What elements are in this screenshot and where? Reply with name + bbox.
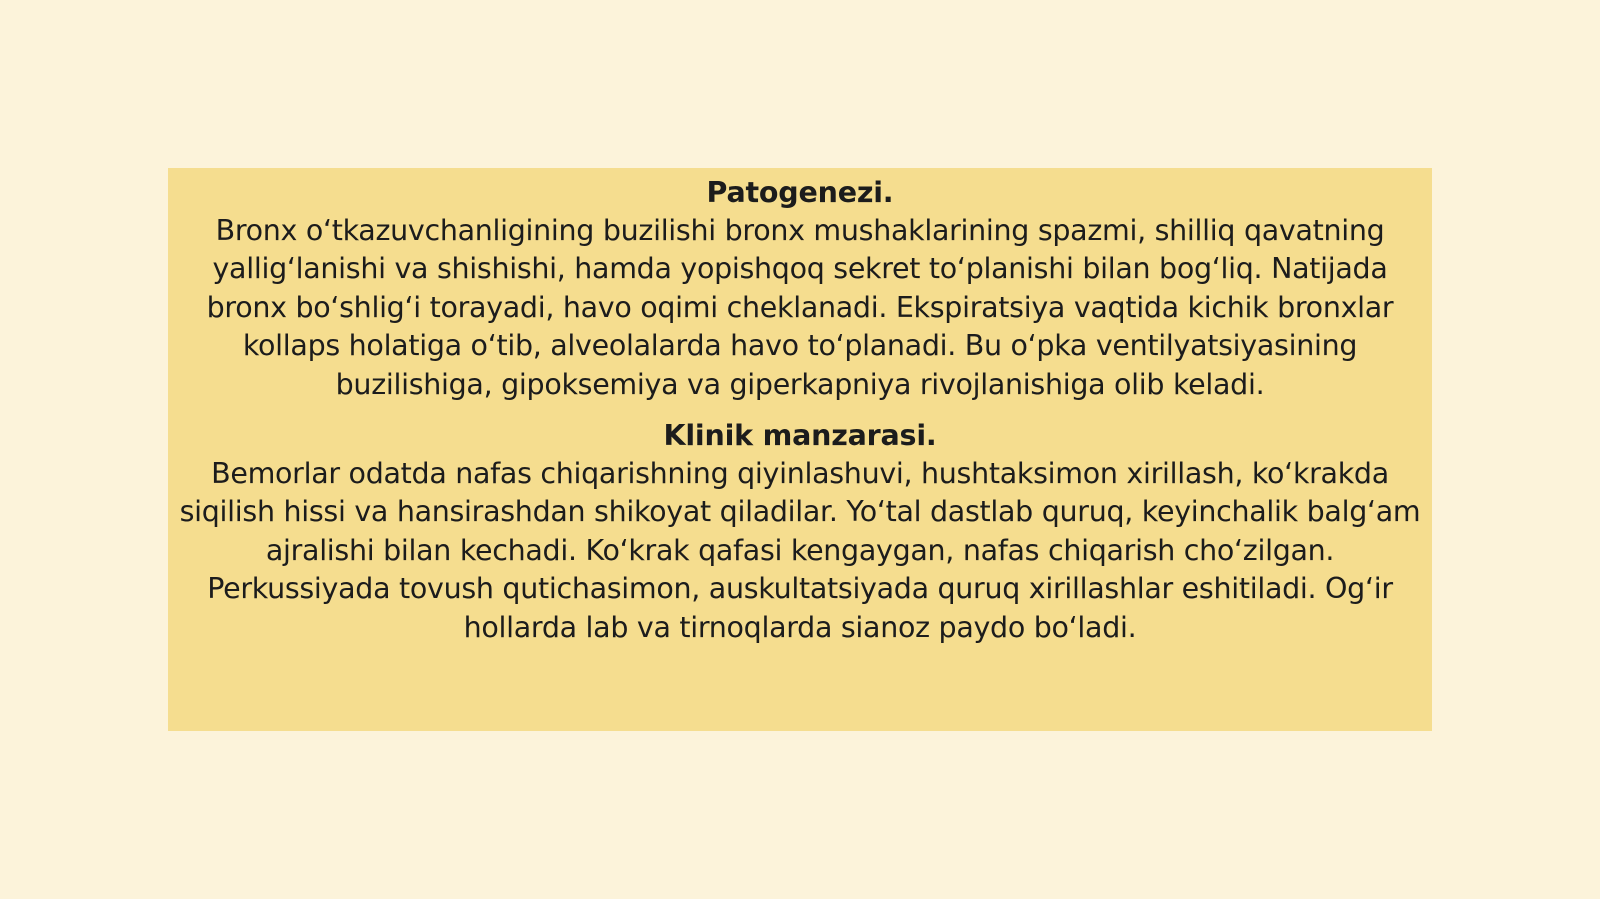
clinical-picture-text: Bemorlar odatda nafas chiqarishning qiyinlashuvi, hushtaksimon xirillash, ko‘krakda siqilish hissi va hansirashdan shikoyat qiladilar. Yo‘tal dastlab quruq, keyinchalik balg‘am ajralishi bilan kechadi. Ko‘krak qafasi kengaygan, nafas chiqarish cho‘zilgan. Perkussiyada tovush qutichasimon, auskultatsiyada quruq xirillashlar eshitiladi. Og‘ir hollarda lab va tirnoqlarda sianoz paydo bo‘ladi.: [179, 457, 1421, 644]
clinical-picture-heading: Klinik manzarasi.: [663, 419, 937, 453]
clinical-picture-section: [176, 417, 1424, 647]
pathogenesis-section: [176, 174, 1424, 404]
text-panel: [168, 168, 1432, 731]
pathogenesis-heading: Patogenezi.: [706, 176, 894, 209]
pathogenesis-text: Bronx o‘tkazuvchanligining buzilishi bronx mushaklarining spazmi, shilliq qavatning yallig‘lanishi va shishishi, hamda yopishqoq sekret to‘planishi bilan bog‘liq. Natijada bronx bo‘shlig‘i torayadi, havo oqimi cheklanadi. Ekspiratsiya vaqtida kichik bronxlar kollaps holatiga o‘tib, alveolalarda havo to‘planadi. Bu o‘pka ventilyatsiyasining buzilishiga, gipoksemiya va giperkapniya rivojlanishiga olib keladi.: [206, 214, 1394, 401]
